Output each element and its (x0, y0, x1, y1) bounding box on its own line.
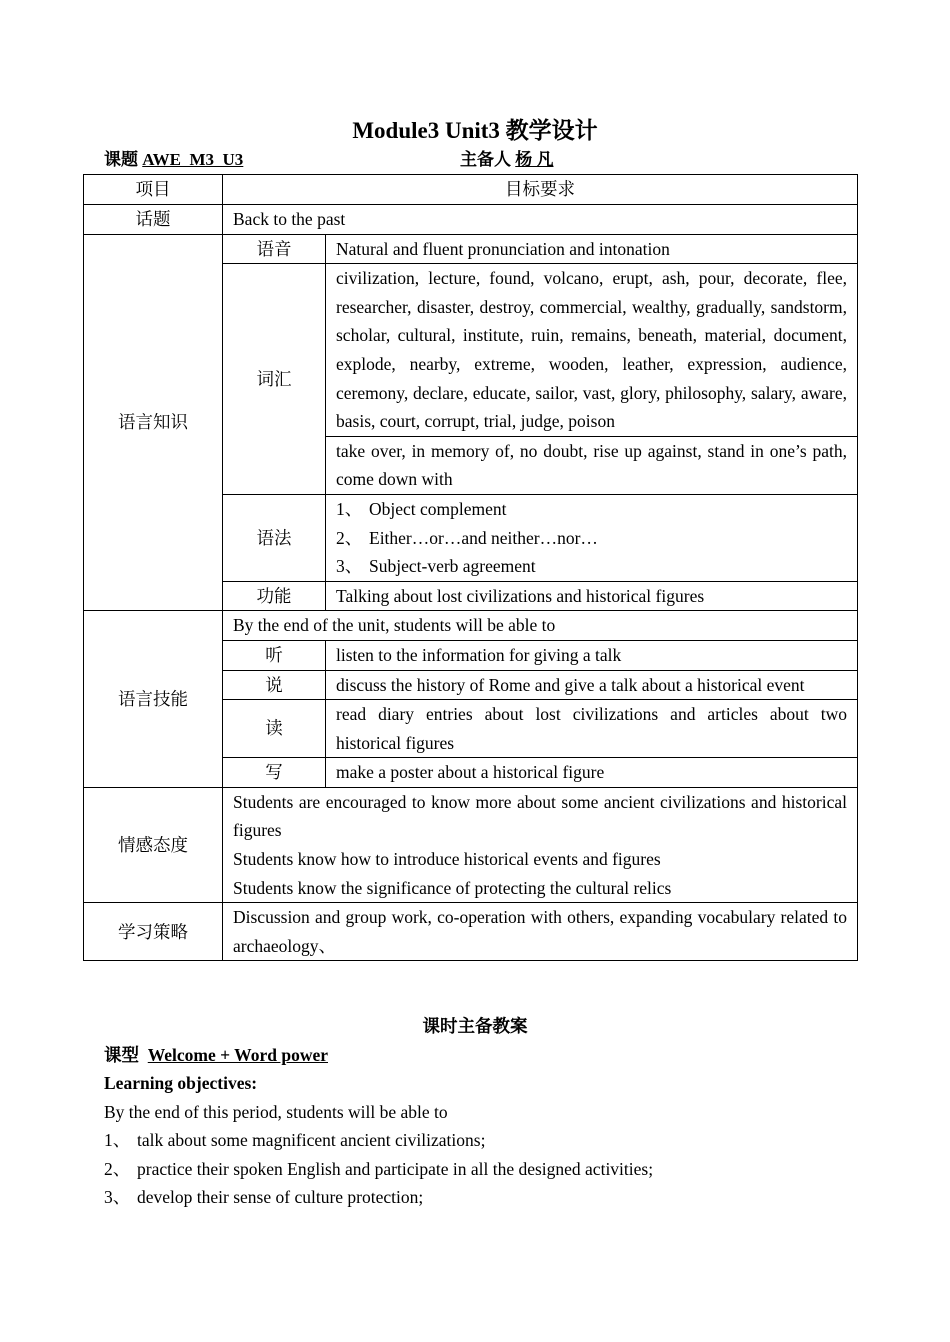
attitude-line: Students know the significance of protecting the cultural relics (233, 877, 672, 898)
write-text: make a poster about a historical figure (326, 758, 858, 788)
attitude-text (223, 787, 858, 902)
col-header-goal: 目标要求 (223, 175, 858, 205)
listen-text: listen to the information for giving a talk (326, 640, 858, 670)
lesson-type-value: Welcome + Word power (147, 1044, 328, 1065)
page-title: Module3 Unit3 教学设计 (352, 118, 598, 143)
teaching-goals-table (83, 174, 858, 961)
topic-label: 课题 (104, 150, 138, 169)
objective-item: 2、 practice their spoken English and participate in all the designed activities; (104, 1158, 654, 1179)
grammar-item: 3、 Subject-verb agreement (336, 556, 536, 577)
pronunciation-label: 语音 (223, 234, 326, 264)
pronunciation-text: Natural and fluent pronunciation and intonation (326, 234, 858, 264)
listen-label: 听 (223, 640, 326, 670)
speak-text: discuss the history of Rome and give a talk about a historical event (326, 670, 858, 700)
topic-field (104, 148, 243, 172)
grammar-item: 2、 Either…or…and neither…nor… (336, 527, 598, 548)
strategy-label: 学习策略 (84, 903, 223, 961)
objectives-heading: Learning objectives: (104, 1073, 258, 1093)
speak-label: 说 (223, 670, 326, 700)
strategy-text: Discussion and group work, co-operation with others, expanding vocabulary related to archaeology、 (223, 903, 858, 961)
grammar-item: 1、 Object complement (336, 498, 507, 519)
lesson-type (104, 1041, 846, 1070)
table-row-topic (84, 205, 858, 235)
function-label: 功能 (223, 581, 326, 611)
objective-item: 1、 talk about some magnificent ancient civilizations; (104, 1130, 486, 1150)
function-text: Talking about lost civilizations and historical figures (326, 581, 858, 611)
skills-intro: By the end of the unit, students will be able to (223, 611, 858, 641)
table-row-pronunciation (84, 234, 858, 264)
read-label: 读 (223, 700, 326, 758)
table-header-row (84, 175, 858, 205)
topic-value: AWE M3 U3 (142, 150, 244, 169)
objective-item: 3、 develop their sense of culture protection; (104, 1187, 424, 1207)
grammar-label: 语法 (223, 494, 326, 581)
lesson-type-label: 课型 (104, 1044, 139, 1065)
attitude-label: 情感态度 (84, 787, 223, 902)
topic-row-value: Back to the past (223, 205, 858, 235)
grammar-list (326, 494, 858, 581)
attitude-line: Students know how to introduce historical events and figures (233, 849, 661, 870)
meta-line (104, 148, 864, 172)
col-header-item: 项目 (84, 175, 223, 205)
topic-row-label: 话题 (84, 205, 223, 235)
preparer-label: 主备人 (460, 150, 511, 169)
preparer-value: 杨 凡 (515, 150, 554, 169)
knowledge-label: 语言知识 (84, 234, 223, 611)
vocabulary-label: 词汇 (223, 264, 326, 495)
lesson-plan (104, 1012, 846, 1212)
read-text: read diary entries about lost civilizations and articles about two historical figures (326, 700, 858, 758)
lesson-section-title: 课时主备教案 (422, 1016, 528, 1036)
table-row-attitude (84, 787, 858, 902)
write-label: 写 (223, 758, 326, 788)
table-row-skills-intro (84, 611, 858, 641)
table-row-strategy (84, 903, 858, 961)
skills-label: 语言技能 (84, 611, 223, 788)
preparer-field (460, 148, 554, 172)
attitude-line: Students are encouraged to know more about some ancient civilizations and historical figures (233, 791, 847, 841)
objectives-intro: By the end of this period, students will be able to (104, 1101, 448, 1122)
vocabulary-words: civilization, lecture, found, volcano, erupt, ash, pour, decorate, flee, researcher, disaster, destroy, commercial, wealthy, gradually, sandstorm, scholar, cultural, institute, ruin, remains, beneath, material, document, explode, nearby, extreme, wooden, leather, expression, audience, ceremony, declare, educate, sailor, vast, glory, philosophy, salary, aware, basis, court, corrupt, trial, judge, poison (326, 264, 858, 437)
vocabulary-phrases: take over, in memory of, no doubt, rise up against, stand in one’s path, come down with (326, 436, 858, 494)
